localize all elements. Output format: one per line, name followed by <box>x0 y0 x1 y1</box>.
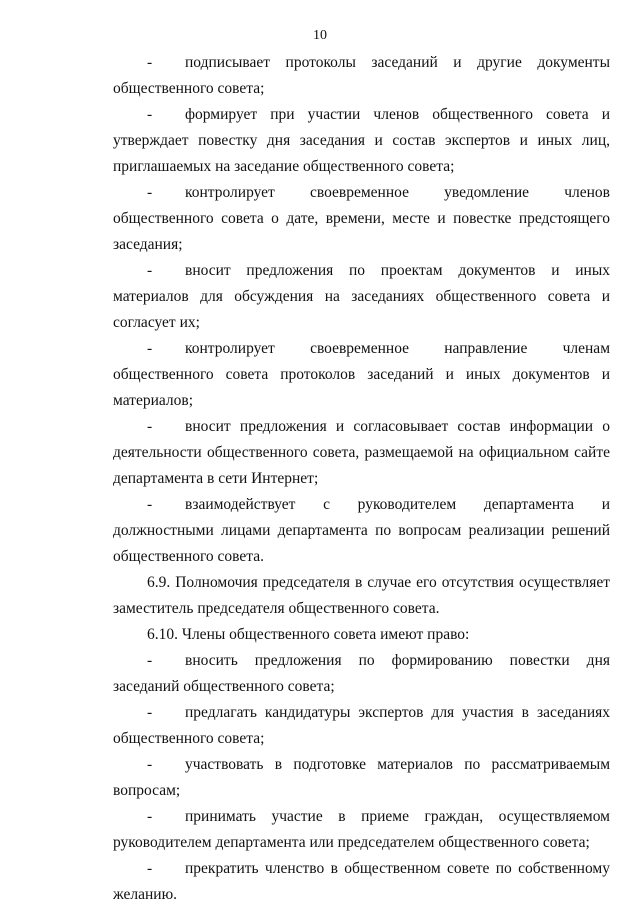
list-dash: - <box>147 652 153 669</box>
list-item <box>113 258 610 336</box>
list-item <box>113 102 610 180</box>
list-item <box>113 804 610 856</box>
list-dash: - <box>147 54 153 71</box>
list-item-text: участвовать в подготовке материалов по рассматриваемым вопросам; <box>113 756 610 799</box>
list-dash: - <box>147 808 153 825</box>
list-dash: - <box>147 106 153 123</box>
list-item <box>113 856 610 908</box>
list-item <box>113 180 610 258</box>
list-dash: - <box>147 496 153 513</box>
list-item-text: контролирует своевременное уведомление членов общественного совета о дате, времени, месте и повестке предстоящего заседания; <box>113 184 610 253</box>
list-item <box>113 50 610 102</box>
list-item-text: принимать участие в приеме граждан, осуществляемом руководителем департамента или председателем общественного совета; <box>113 808 610 851</box>
list-dash: - <box>147 704 153 721</box>
list-item-text: прекратить членство в общественном совете по собственному желанию. <box>113 860 610 903</box>
paragraph-6-9: 6.9. Полномочия председателя в случае его отсутствия осуществляет заместитель председателя общественного совета. <box>113 574 610 617</box>
list-item <box>113 414 610 492</box>
list-dash: - <box>147 262 153 279</box>
list-item-text: предлагать кандидатуры экспертов для участия в заседаниях общественного совета; <box>113 704 610 747</box>
list-item <box>113 700 610 752</box>
list-item-text: подписывает протоколы заседаний и другие документы общественного совета; <box>113 54 610 97</box>
page-number: 10 <box>313 28 327 43</box>
chairman-duties-list <box>113 50 610 570</box>
list-dash: - <box>147 756 153 773</box>
list-dash: - <box>147 860 153 877</box>
list-item <box>113 492 610 570</box>
list-item-text: формирует при участии членов общественного совета и утверждает повестку дня заседания и состав экспертов и иных лиц, приглашаемых на заседание общественного совета; <box>113 106 610 175</box>
list-item <box>113 648 610 700</box>
list-item-text: вносить предложения по формированию повестки дня заседаний общественного совета; <box>113 652 610 695</box>
list-item <box>113 336 610 414</box>
list-item <box>113 752 610 804</box>
list-item-text: контролирует своевременное направление членам общественного совета протоколов заседаний и иных документов и материалов; <box>113 340 610 409</box>
member-rights-list <box>113 648 610 908</box>
list-item-text: вносит предложения и согласовывает состав информации о деятельности общественного совета, размещаемой на официальном сайте департамента в сети Интернет; <box>113 418 610 487</box>
document-body <box>113 50 610 908</box>
paragraph-6-10: 6.10. Члены общественного совета имеют право: <box>147 626 470 643</box>
list-dash: - <box>147 340 153 357</box>
list-dash: - <box>147 184 153 201</box>
list-dash: - <box>147 418 153 435</box>
list-item-text: взаимодействует с руководителем департамента и должностными лицами департамента по вопросам реализации решений общественного совета. <box>113 496 610 565</box>
list-item-text: вносит предложения по проектам документов и иных материалов для обсуждения на заседаниях общественного совета и согласует их; <box>113 262 610 331</box>
